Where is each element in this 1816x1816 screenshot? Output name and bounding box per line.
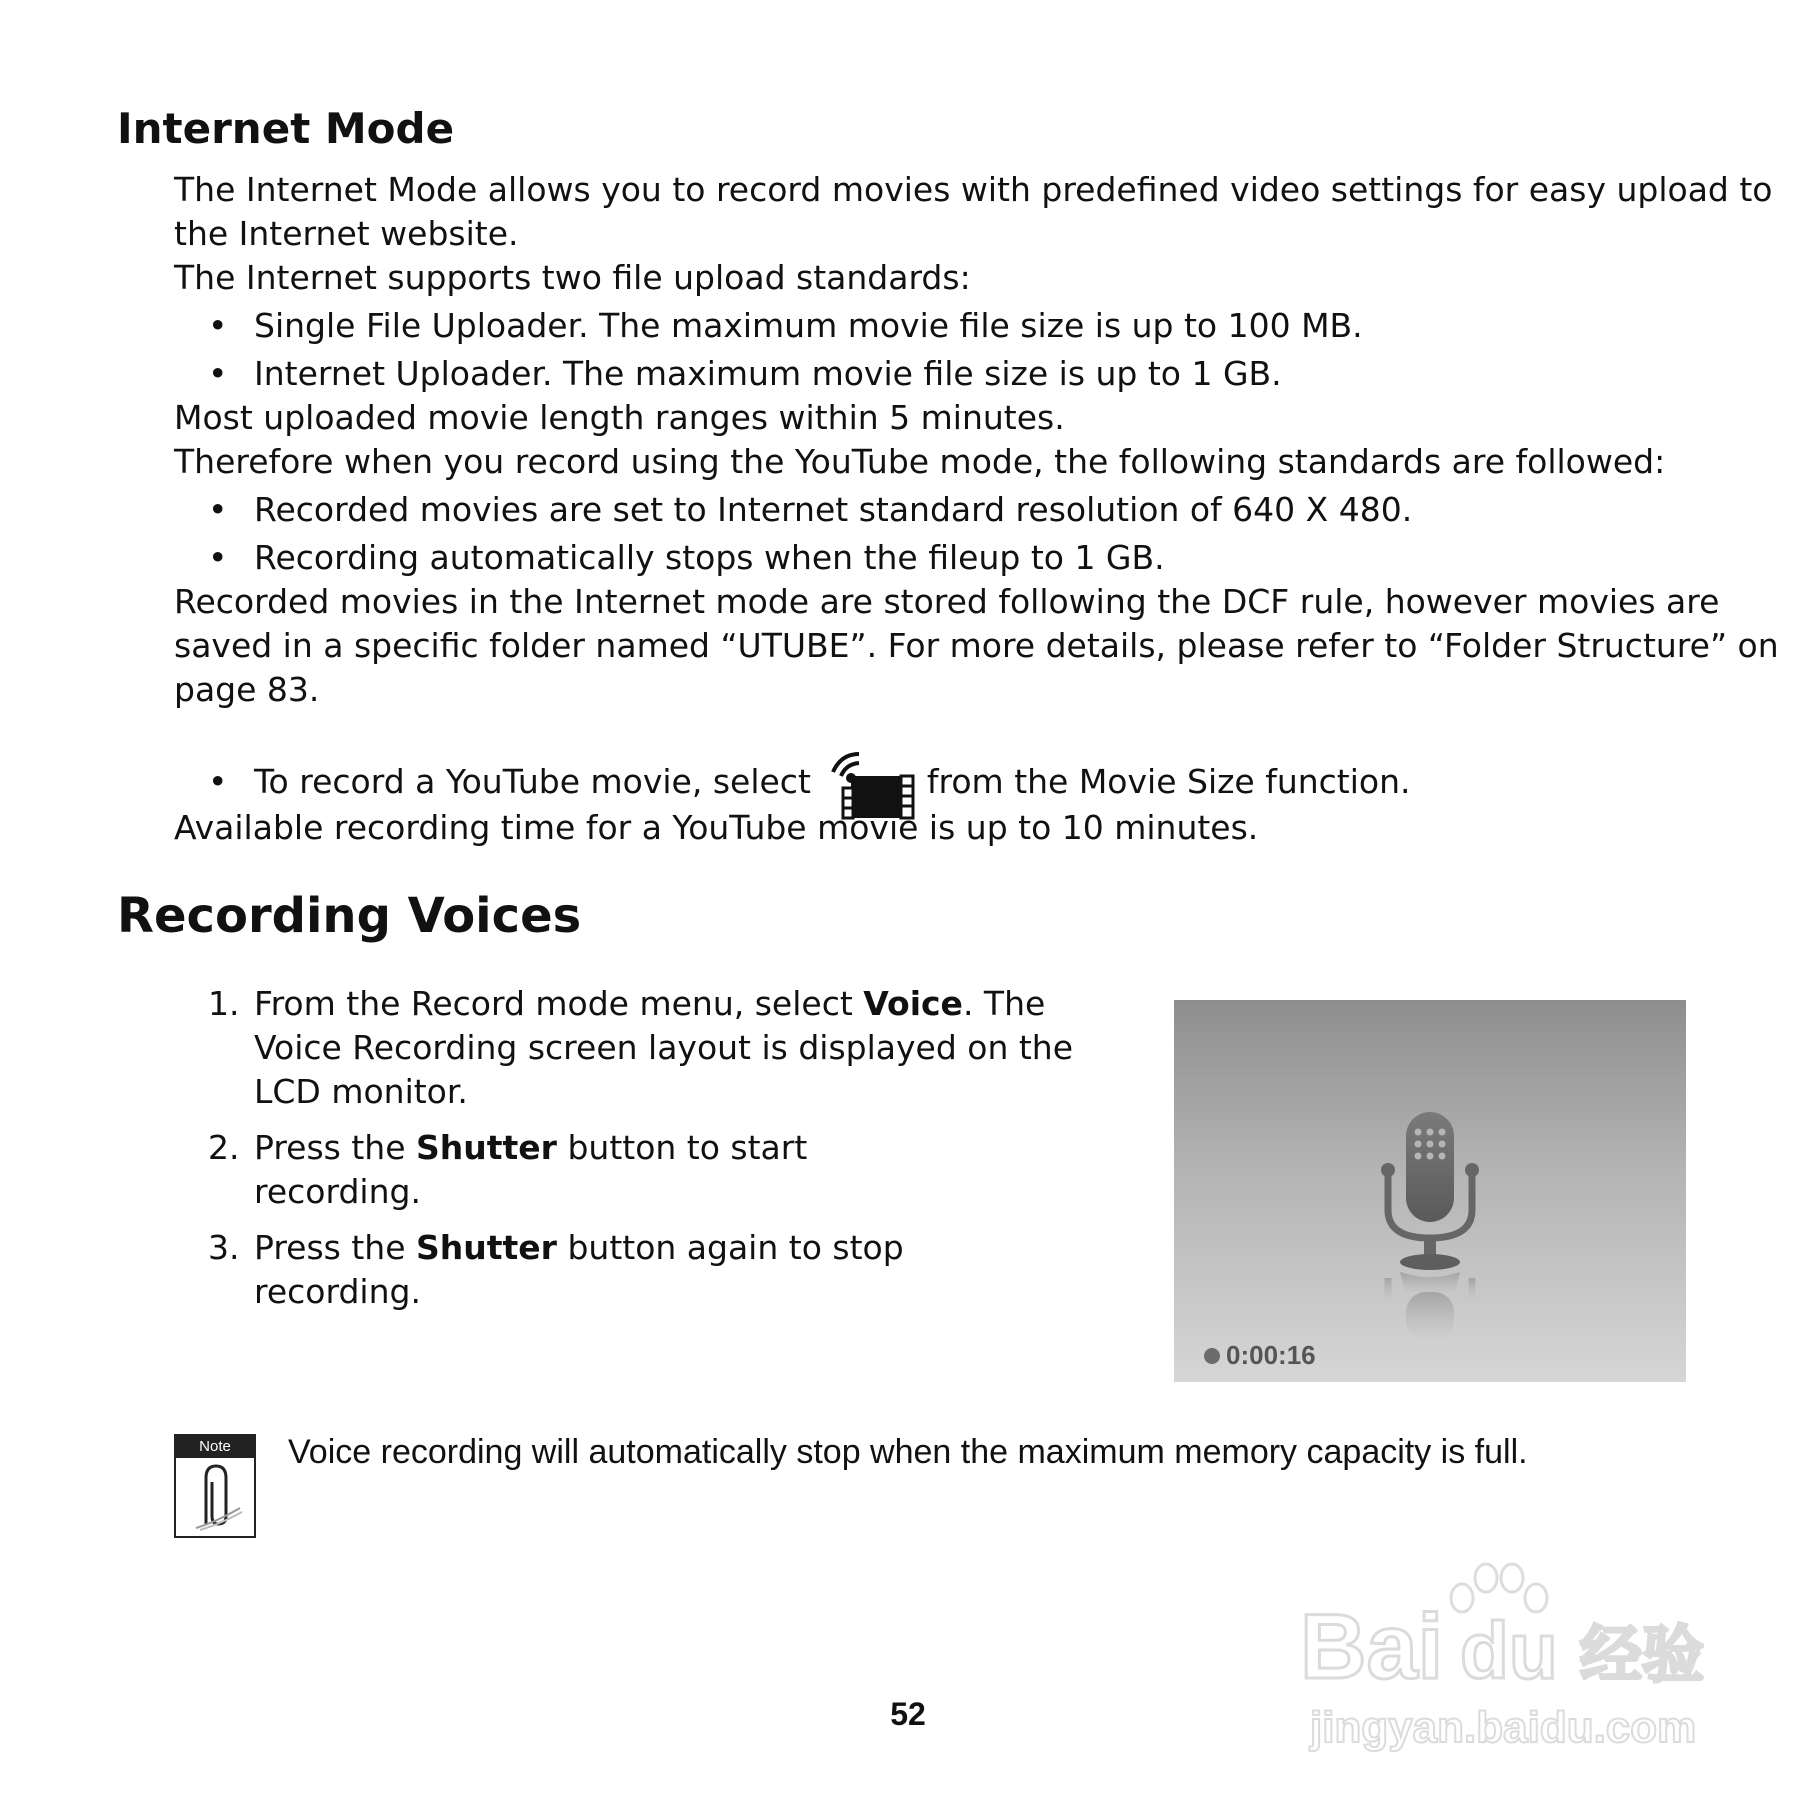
baidu-watermark: [1290, 1550, 1730, 1760]
step-text: Press the Shutter button to start recording.: [254, 1128, 808, 1211]
step-number: 2.: [208, 1128, 240, 1167]
step-item: [208, 982, 1138, 1114]
dcf-line-1: Recorded movies in the Internet mode are stored following the DCF rule, however movies are: [174, 582, 1720, 621]
recording-timer: [1204, 1340, 1316, 1371]
step-number: 1.: [208, 984, 240, 1023]
supports-line: The Internet supports two file upload standards:: [174, 258, 971, 297]
section-heading-internet-mode: Internet Mode: [117, 104, 455, 153]
steps-list: [208, 982, 1138, 1326]
timer-text: 0:00:16: [1226, 1340, 1316, 1370]
step-item: [208, 1126, 968, 1214]
bullet-item: [208, 352, 1282, 396]
bullet-text: Single File Uploader. The maximum movie file size is up to 100 MB.: [254, 306, 1363, 345]
bullet-item: [208, 304, 1363, 348]
note-icon: [174, 1434, 256, 1538]
bullet-item: [208, 536, 1165, 580]
therefore-line: Therefore when you record using the YouTube mode, the following standards are followed:: [174, 442, 1666, 481]
section-heading-recording-voices: Recording Voices: [117, 888, 582, 944]
intro-line-1: The Internet Mode allows you to record movies with predefined video settings for easy upload to: [174, 170, 1773, 209]
svg-text:jingyan.baidu.com: jingyan.baidu.com: [1310, 1703, 1697, 1752]
dcf-line-3: page 83.: [174, 670, 320, 709]
svg-text:经验: 经验: [1580, 1621, 1705, 1690]
bullet-text: Recorded movies are set to Internet standard resolution of 640 X 480.: [254, 490, 1413, 529]
intro-line-2: the Internet website.: [174, 214, 519, 253]
length-line: Most uploaded movie length ranges within 5 minutes.: [174, 398, 1065, 437]
note-text: Voice recording will automatically stop when the maximum memory capacity is full.: [288, 1433, 1528, 1471]
svg-text:Bai: Bai: [1300, 1596, 1444, 1698]
step-text: Press the Shutter button again to stop recording.: [254, 1228, 904, 1311]
step-item: [208, 1226, 1068, 1314]
bullet-text: Internet Uploader. The maximum movie file size is up to 1 GB.: [254, 354, 1282, 393]
step-number: 3.: [208, 1228, 240, 1267]
paperclip-icon: [176, 1458, 254, 1536]
dcf-line-2: saved in a specific folder named “UTUBE”. For more details, please refer to “Folder Structure” on: [174, 626, 1779, 665]
note-tag: Note: [176, 1436, 254, 1458]
bullet-item: [208, 488, 1412, 532]
bullet-dot: •: [208, 354, 228, 393]
bullet-dot: •: [208, 306, 228, 345]
lcd-voice-recording-screen: [1174, 1000, 1686, 1382]
bullet-dot: •: [208, 538, 228, 577]
bullet-text: Recording automatically stops when the fileup to 1 GB.: [254, 538, 1165, 577]
bullet-dot: •: [208, 490, 228, 529]
step-text: From the Record mode menu, select Voice. The Voice Recording screen layout is displayed on the LCD monitor.: [254, 984, 1074, 1111]
bullet-dot: •: [208, 762, 228, 801]
microphone-icon: [1374, 1110, 1486, 1340]
page-number: 52: [890, 1696, 926, 1732]
record-after-text: from the Movie Size function.: [926, 762, 1411, 801]
svg-text:du: du: [1460, 1606, 1558, 1695]
available-line: Available recording time for a YouTube movie is up to 10 minutes.: [174, 808, 1259, 847]
record-indicator-icon: [1204, 1348, 1220, 1364]
record-before-text: To record a YouTube movie, select: [254, 762, 811, 801]
